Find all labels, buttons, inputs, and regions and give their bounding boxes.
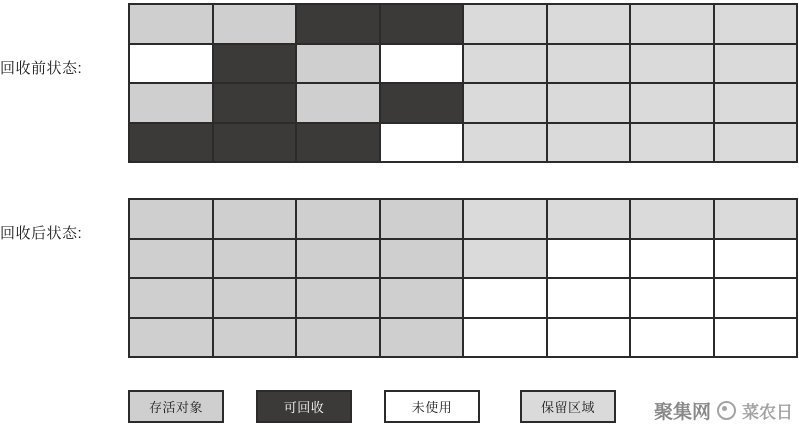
heap-cell (631, 279, 715, 319)
watermark-brand: 聚集网 (653, 402, 711, 423)
heap-cell (381, 124, 465, 164)
heap-cell (715, 279, 799, 319)
heap-cell (548, 84, 632, 124)
legend-item-reserve (520, 390, 616, 423)
heap-cell (548, 279, 632, 319)
heap-cell (631, 45, 715, 85)
legend-item-free (384, 390, 480, 423)
heap-cell (548, 5, 632, 45)
heap-cell (381, 84, 465, 124)
heap-cell (715, 84, 799, 124)
heap-cell (464, 319, 548, 359)
heap-cell (715, 319, 799, 359)
heap-cell (130, 200, 214, 240)
heap-cell (548, 45, 632, 85)
heap-cell (464, 124, 548, 164)
heap-cell (715, 5, 799, 45)
heap-cell (548, 240, 632, 280)
heap-cell (381, 240, 465, 280)
heap-grid-after (128, 198, 798, 358)
legend-item-label: 保留区域 (540, 400, 595, 415)
heap-cell (214, 45, 298, 85)
heap-cell (214, 319, 298, 359)
heap-cell (297, 240, 381, 280)
heap-cell (548, 124, 632, 164)
heap-cell (297, 279, 381, 319)
legend-item-label: 未使用 (411, 400, 453, 415)
heap-cell (548, 319, 632, 359)
heap-cell (130, 84, 214, 124)
heap-cell (631, 84, 715, 124)
heap-cell (464, 45, 548, 85)
legend-item-label: 存活对象 (148, 400, 203, 415)
heap-cell (715, 240, 799, 280)
legend-item-live (128, 390, 224, 423)
heap-cell (715, 45, 799, 85)
watermark-site: 菜农日 (742, 403, 793, 422)
heap-cell (297, 200, 381, 240)
heap-grid-before (128, 3, 798, 163)
heap-cell (214, 200, 298, 240)
heap-cell (214, 84, 298, 124)
heap-cell (297, 124, 381, 164)
heap-cell (297, 319, 381, 359)
heap-cell (715, 124, 799, 164)
heap-cell (130, 45, 214, 85)
heap-cell (214, 279, 298, 319)
heap-cell (214, 240, 298, 280)
heap-cell (631, 319, 715, 359)
heap-cell (464, 84, 548, 124)
heap-cell (381, 319, 465, 359)
heap-cell (631, 240, 715, 280)
label-after-collection: 回收后状态: (0, 225, 83, 242)
heap-cell (464, 240, 548, 280)
watermark-logo-icon (717, 401, 736, 420)
heap-cell (548, 200, 632, 240)
heap-cell (130, 5, 214, 45)
heap-cell (715, 200, 799, 240)
label-before-collection: 回收前状态: (0, 60, 83, 77)
heap-cell (464, 279, 548, 319)
heap-cell (130, 319, 214, 359)
heap-cell (631, 5, 715, 45)
heap-cell (464, 200, 548, 240)
heap-cell (130, 240, 214, 280)
legend-item-label: 可回收 (283, 400, 325, 415)
heap-cell (214, 5, 298, 45)
heap-cell (130, 279, 214, 319)
heap-cell (297, 45, 381, 85)
heap-cell (631, 124, 715, 164)
heap-cell (130, 124, 214, 164)
heap-cell (381, 45, 465, 85)
watermark (654, 397, 793, 424)
heap-cell (297, 5, 381, 45)
heap-cell (631, 200, 715, 240)
legend-item-garbage (256, 390, 352, 423)
heap-cell (464, 5, 548, 45)
heap-cell (381, 5, 465, 45)
heap-cell (297, 84, 381, 124)
heap-cell (381, 200, 465, 240)
heap-cell (214, 124, 298, 164)
heap-cell (381, 279, 465, 319)
